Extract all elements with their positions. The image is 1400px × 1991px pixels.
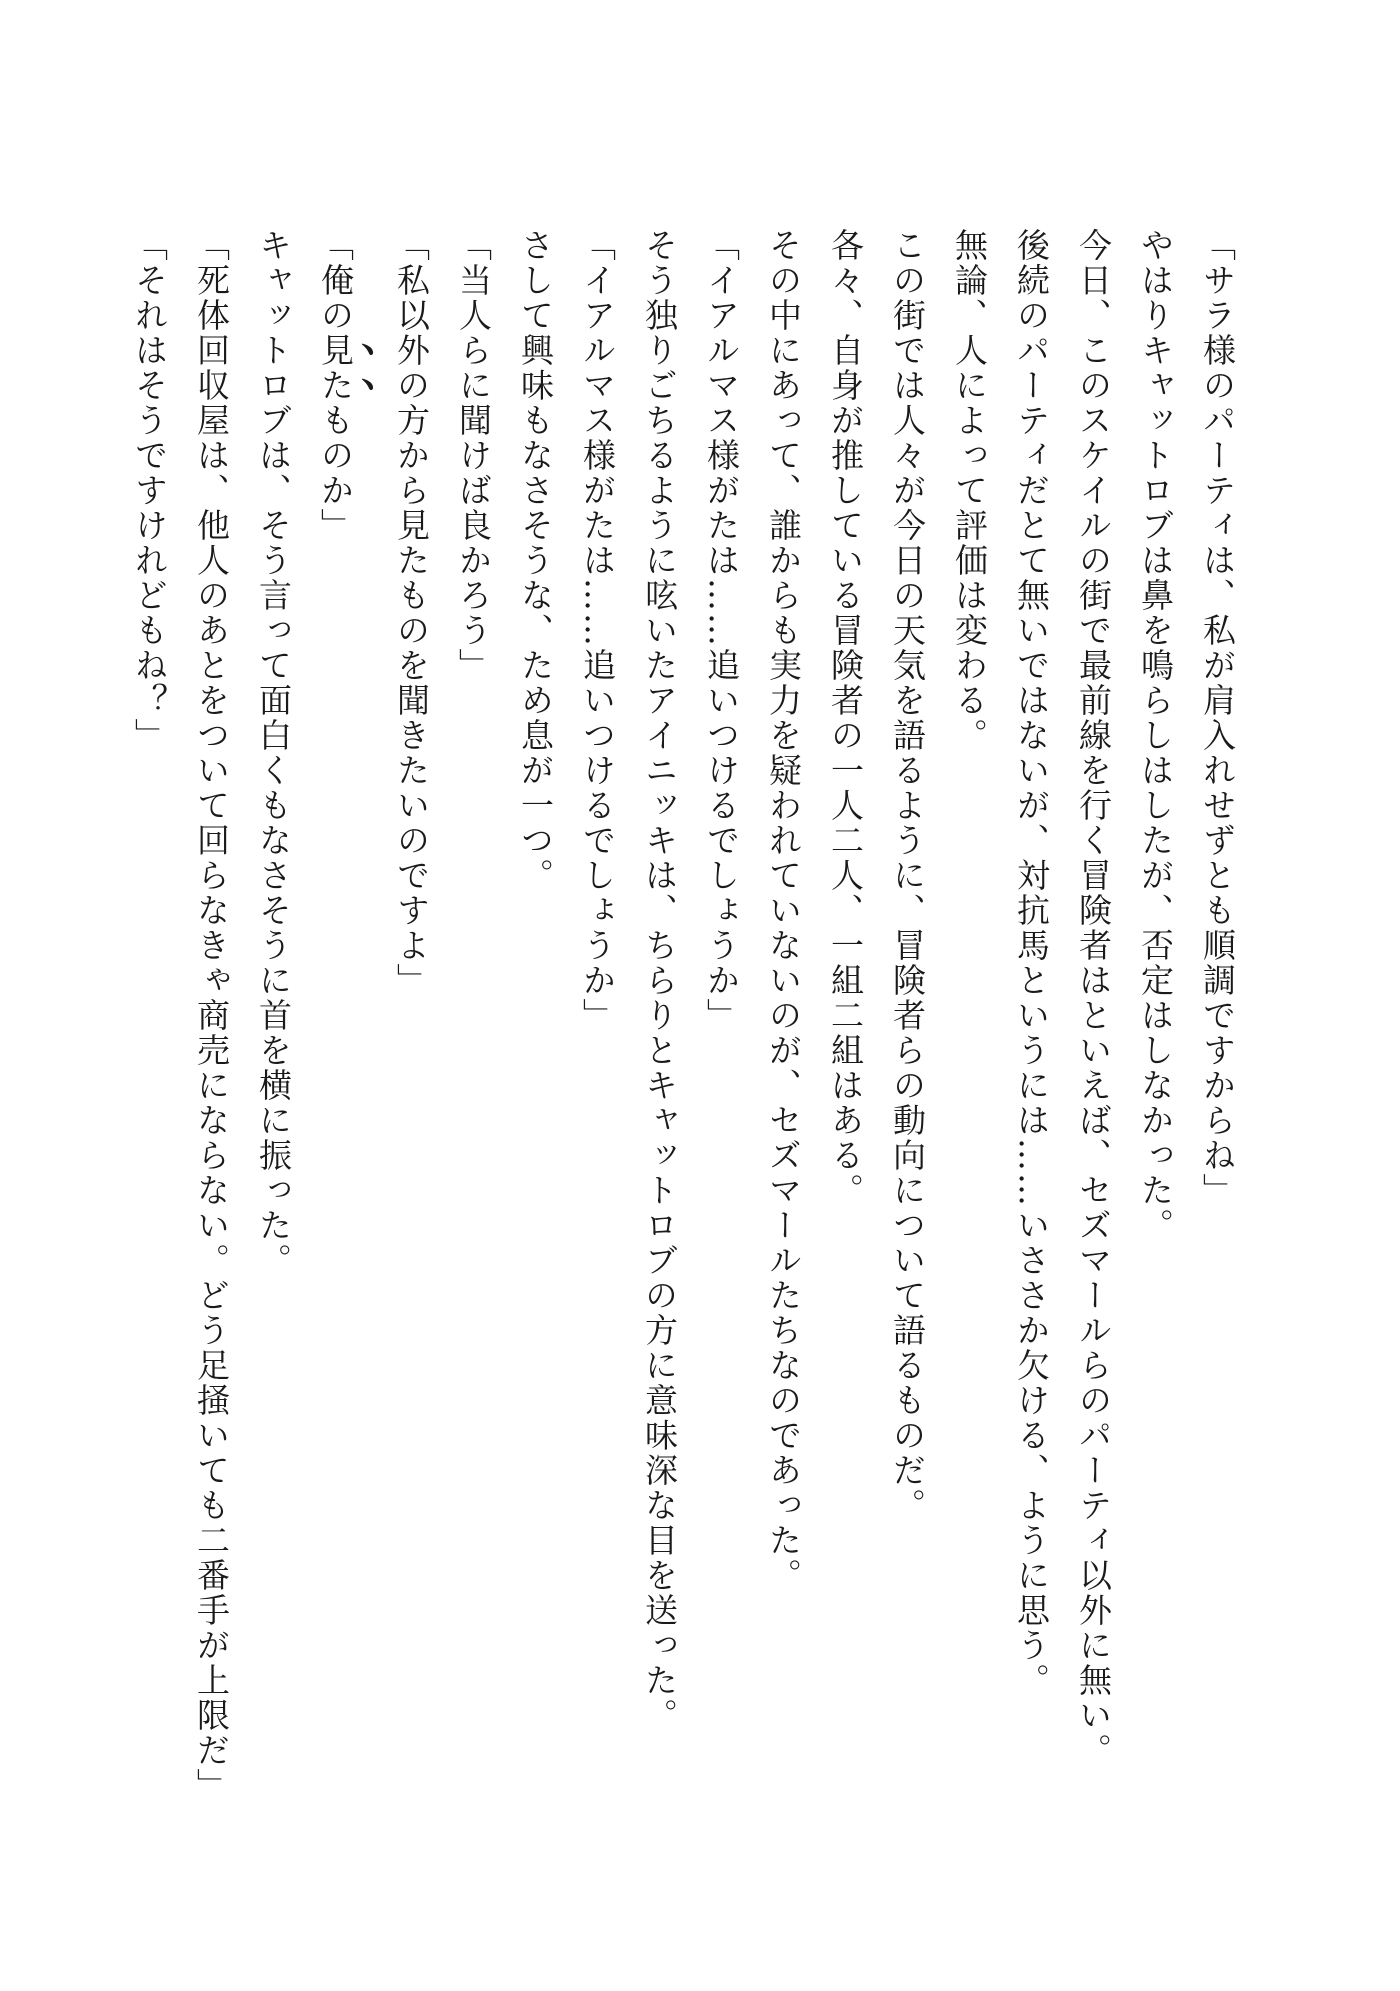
text-line: 各々、自身が推している冒険者の一人二人、一組二組はある。 [826, 228, 865, 1208]
text-line: さして興味もなさそうな、ため息が一つ。 [516, 228, 555, 893]
text-line: その中にあって、誰からも実力を疑われていないのが、セズマールたちなのであった。 [764, 228, 803, 1593]
text-line-emphasis [304, 228, 380, 1828]
text-line: キャットロブは、そう言って面白くもなさそうに首を横に振った。 [254, 228, 293, 1278]
novel-page-body [118, 228, 1248, 1828]
emphasized-text: 見た [316, 333, 355, 403]
text-line: 「私以外の方から見たものを聞きたいのですよ」 [392, 228, 431, 998]
text-part: ものか」 [316, 403, 355, 543]
text-line: 無論、人によって評価は変わる。 [950, 228, 989, 753]
text-line: 「サラ様のパーティは、私が肩入れせずとも順調ですからね」 [1198, 228, 1237, 1208]
text-line: 「イアルマス様がたは……追いつけるでしょうか」 [702, 228, 741, 1033]
text-line: この街では人々が今日の天気を語るように、冒険者らの動向について語るものだ。 [888, 228, 927, 1523]
text-line: 「それはそうですけれどもね？」 [130, 228, 169, 753]
text-line: 今日、このスケイルの街で最前線を行く冒険者はといえば、セズマールらのパーティ以外に無い。 [1074, 228, 1113, 1768]
text-line: 「死体回収屋は、他人のあとをついて回らなきゃ商売にならない。どう足掻いても二番手が上限だ」 [192, 228, 231, 1803]
text-line: 後続のパーティだとて無いではないが、対抗馬というには……いささか欠ける、ように思う。 [1012, 228, 1051, 1698]
text-line: 「当人らに聞けば良かろう」 [454, 228, 493, 683]
text-line: 「イアルマス様がたは……追いつけるでしょうか」 [578, 228, 617, 1033]
text-part: 「俺の [316, 228, 355, 333]
text-line: やはりキャットロブは鼻を鳴らしはしたが、否定はしなかった。 [1136, 228, 1175, 1243]
text-line: そう独りごちるように呟いたアイニッキは、ちらりとキャットロブの方に意味深な目を送った。 [640, 228, 679, 1733]
